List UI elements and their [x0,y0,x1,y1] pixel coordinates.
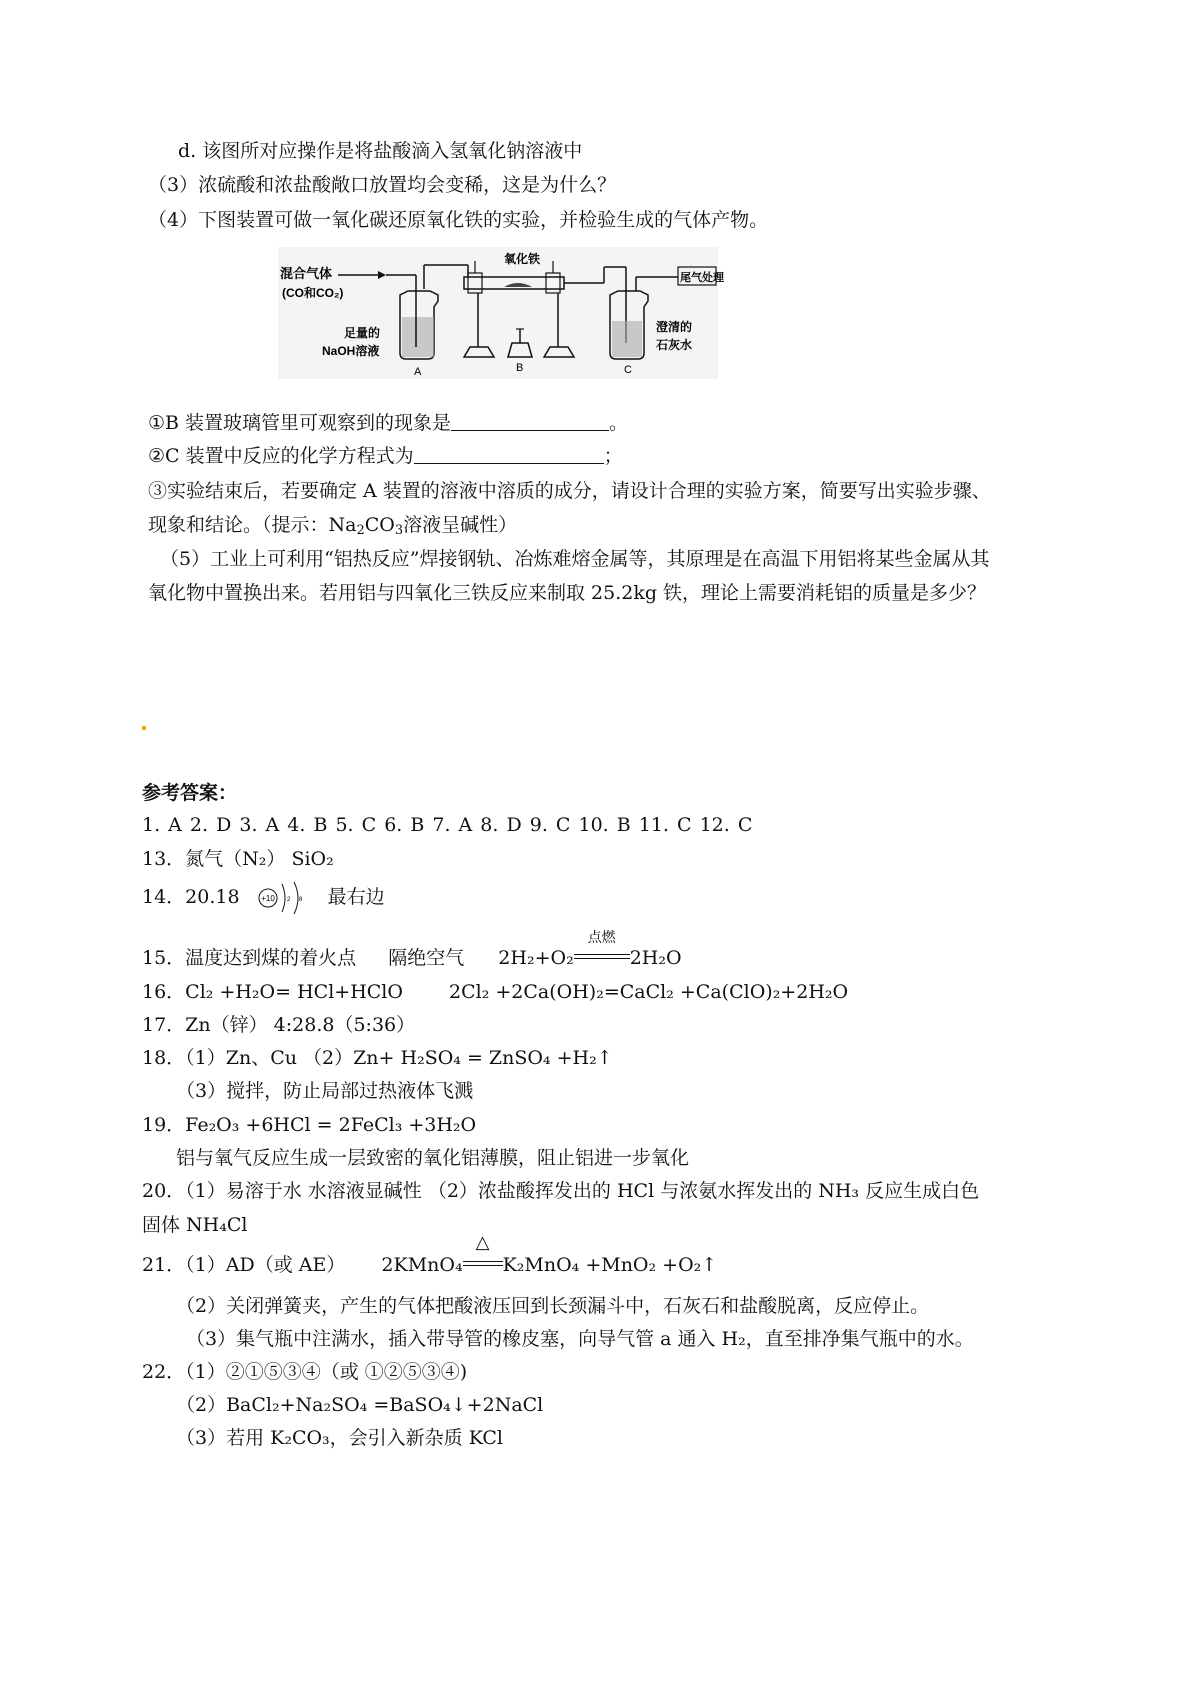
a15-condition: 点燃 [587,930,616,946]
q4-3-sub2: 3 [394,523,404,538]
nucleus-charge: +10 [260,894,275,903]
question-4-3-line2 [148,512,517,538]
answer-18-line1: 18．（1）Zn、Cu （2）Zn+ H₂SO₄ = ZnSO₄ +H₂↑ [142,1047,613,1069]
gas-in-label: 混合气体 [280,266,333,281]
answer-14 [142,878,385,918]
q4-3-hint-mid: CO [364,514,395,536]
a16-part2: 2Cl₂ +2Ca(OH)₂=CaCl₂ +Ca(ClO)₂+2H₂O [449,981,849,1003]
answer-20-line2: 固体 NH₄Cl [142,1214,248,1236]
question-4-3-line1: ③实验结束后，若要确定 A 装置的溶液中溶质的成分，请设计合理的实验方案，简要写出实验步骤、 [148,480,991,502]
answers-heading: 参考答案： [142,782,238,804]
answer-15 [142,930,682,971]
answer-blank-2[interactable] [414,445,604,464]
a16-part1: 16．Cl₂ +H₂O= HCl+HClO [142,981,403,1003]
gas-in-sub-label: (CO和CO₂) [282,286,344,300]
question-4-2 [148,443,623,469]
lime-label-1: 澄清的 [656,320,693,334]
answer-22-line1: 22．（1）②①⑤③④（或 ①②⑤③④) [142,1361,468,1383]
a15-part1: 15．温度达到煤的着火点 [142,947,357,969]
q4-3-sub1: 2 [356,523,365,538]
a14-text: 14．20.18 [142,886,240,908]
a21-part1: 21．（1）AD（或 AE） [142,1254,346,1276]
answer-13: 13．氮气（N₂） SiO₂ [142,848,334,870]
answer-19-line1: 19．Fe₂O₃ +6HCl = 2FeCl₃ +3H₂O [142,1114,477,1136]
naoh-label-1: 足量的 [344,326,381,340]
question-5-line1: （5）工业上可利用“铝热反应”焊接钢轨、冶炼难熔金属等，其原理是在高温下用铝将某些金属从其 [160,548,990,570]
a21-condition-arrow [463,1232,503,1278]
stray-mark [142,726,146,730]
shell-2-electrons: 8 [298,897,302,903]
q4-3-hint-pre: 现象和结论。（提示：Na [148,514,357,536]
fe2o3-label: 氧化铁 [504,252,541,266]
answer-22-line3: （3）若用 K₂CO₃，会引入新杂质 KCl [176,1427,504,1449]
a14-position: 最右边 [327,886,385,908]
answer-blank-1[interactable] [451,412,609,431]
a15-part2: 隔绝空气 [388,947,465,969]
q4-1-text: ①B 装置玻璃管里可观察到的现象是 [148,412,452,434]
answer-20-line1: 20．（1）易溶于水 水溶液显碱性 （2）浓盐酸挥发出的 HCl 与浓氨水挥发出的 NH₃ 反应生成白色 [142,1180,980,1202]
q4-2-end: ； [603,445,623,467]
answer-19-line2: 铝与氧气反应生成一层致密的氧化铝薄膜，阻止铝进一步氧化 [176,1147,690,1169]
lime-label-2: 石灰水 [656,338,693,352]
question-5-line2: 氧化物中置换出来。若用铝与四氧化三铁反应来制取 25.2kg 铁，理论上需要消耗铝的质量是多少？ [148,582,987,604]
answer-21-line2: （2）关闭弹簧夹，产生的气体把酸液压回到长颈漏斗中，石灰石和盐酸脱离，反应停止。 [176,1295,930,1317]
a21-eq-left: 2KMnO₄ [381,1254,463,1276]
q4-2-text: ②C 装置中反应的化学方程式为 [148,445,414,467]
shell-1-electrons: 2 [286,897,290,903]
tail-gas-label: 尾气处理 [680,272,724,284]
label-c: C [624,364,632,376]
shell-2 [294,882,298,914]
answer-21-line1 [142,1232,718,1278]
answer-21-line3: （3）集气瓶中注满水，插入带导管的橡皮塞，向导气管 a 通入 H₂，直至排净集气瓶中的水。 [186,1328,974,1350]
label-b: B [516,362,524,374]
naoh-label-2: NaOH溶液 [322,344,380,358]
a15-condition-arrow [574,930,630,971]
a15-eq-right: 2H₂O [629,947,682,969]
answer-16 [142,979,848,1005]
question-4: （4）下图装置可做一氧化碳还原氧化铁的实验，并检验生成的气体产物。 [148,209,769,231]
question-4-1 [148,410,628,436]
a21-eq-right: K₂MnO₄ +MnO₂ +O₂↑ [502,1254,718,1276]
label-a: A [414,366,422,378]
answer-22-line2: （2）BaCl₂+Na₂SO₄ =BaSO₄↓+2NaCl [176,1394,544,1416]
answer-18-line2: （3）搅拌，防止局部过热液体飞溅 [176,1080,474,1102]
question-3: （3）浓硫酸和浓盐酸敞口放置均会变稀，这是为什么？ [148,174,617,196]
atom-structure-diagram [256,878,316,918]
option-d: d. 该图所对应操作是将盐酸滴入氢氧化钠溶液中 [178,140,583,162]
q4-3-hint-post: 溶液呈碱性） [403,514,518,536]
a15-eq-left: 2H₂+O₂ [498,947,574,969]
q4-1-end: 。 [609,412,629,434]
answers-1-12: 1. A 2. D 3. A 4. B 5. C 6. B 7. A 8. D 9. C 10. B 11. C 12. C [142,814,753,836]
shell-1 [282,884,285,912]
apparatus-diagram [278,247,724,379]
answer-17: 17．Zn（锌） 4:28.8（5:36） [142,1014,416,1036]
a21-condition: △ [475,1232,490,1253]
